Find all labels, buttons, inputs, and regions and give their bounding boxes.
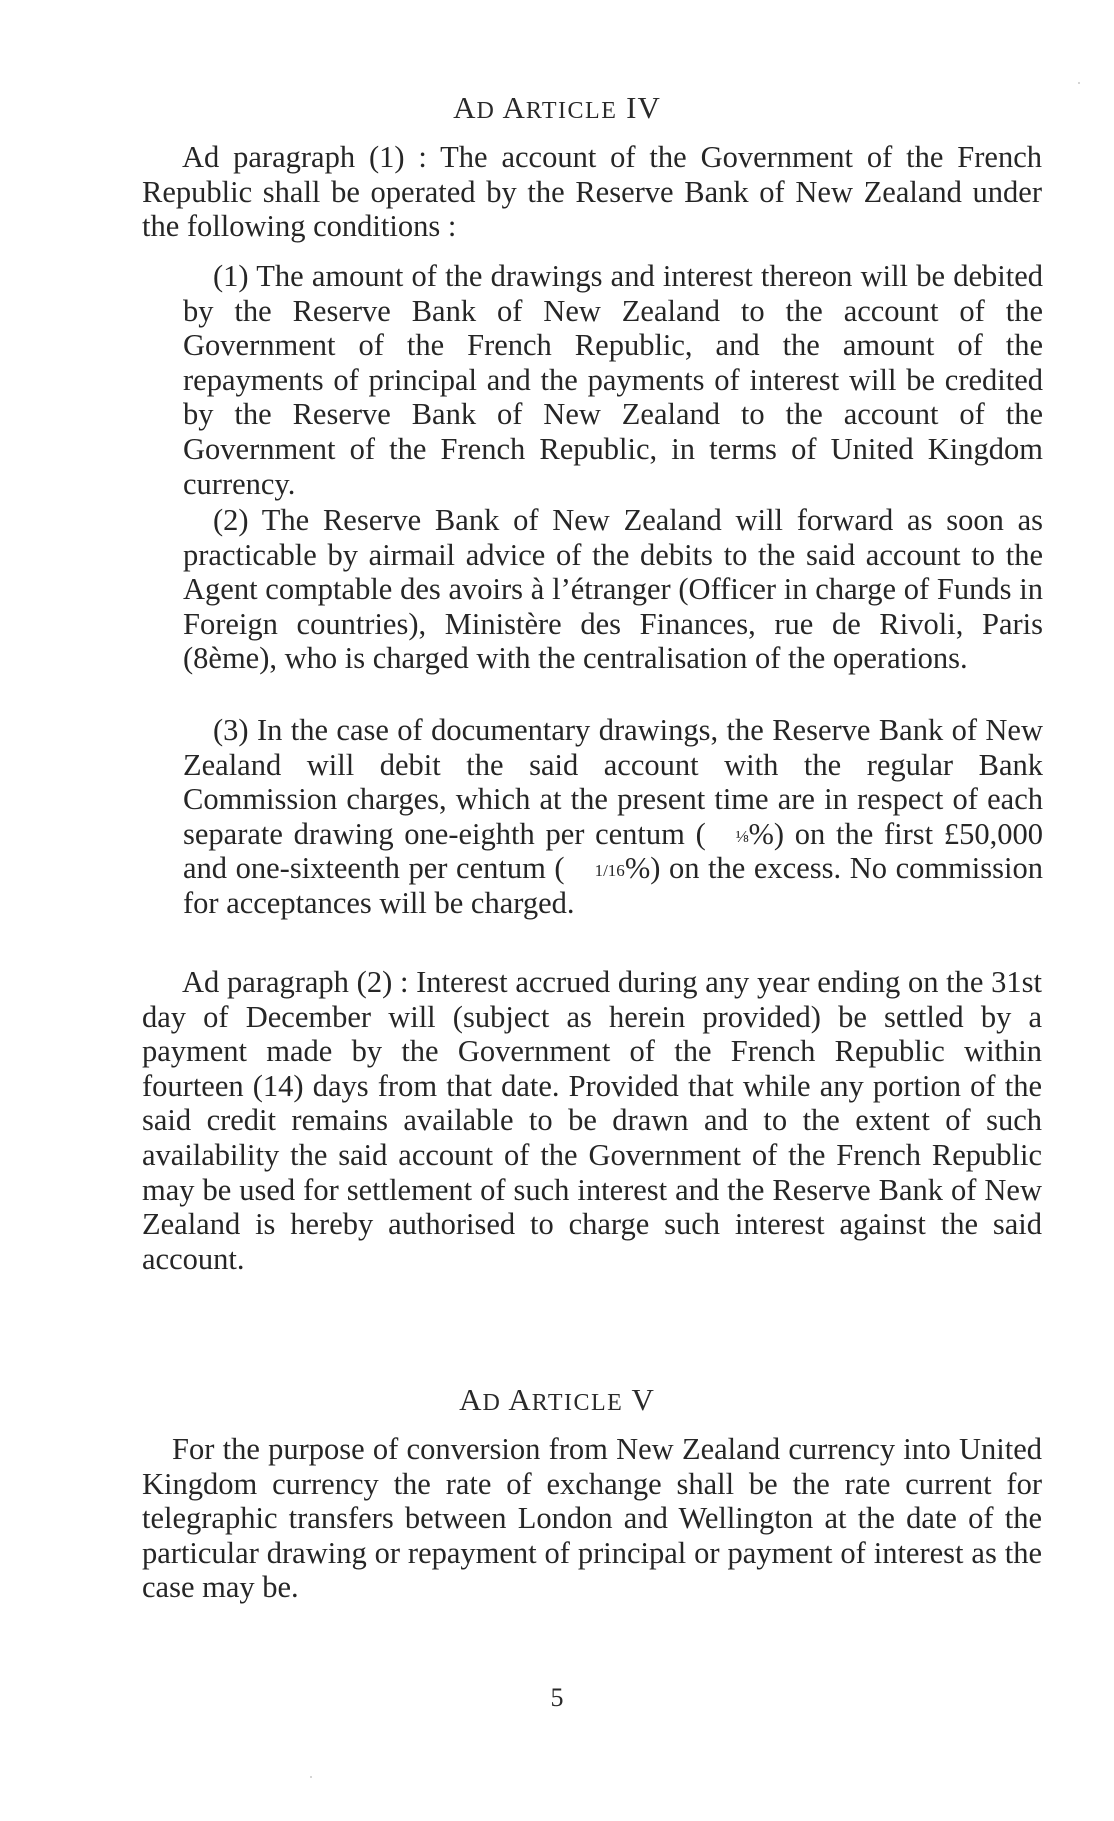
heading-iv-word-rest: RTICLE xyxy=(525,98,618,124)
condition-3 xyxy=(183,713,1043,921)
fraction-one-sixteenth: 1/16 xyxy=(594,861,625,881)
heading-v-prefix-initial: A xyxy=(459,1382,483,1417)
page-number: 5 xyxy=(550,1683,564,1712)
ad-paragraph-1: Ad paragraph (1) : The account of the Government of the French Republic shall be operated by the Reserve Bank of New Zealand under the following conditions : xyxy=(142,140,1042,244)
paper-speck xyxy=(1078,82,1080,84)
condition-1: (1) The amount of the drawings and interest thereon will be debited by the Reserve Bank of New Zealand to the account of the Government of the French Republic, and the amount of the repayments of principal and the payments of interest will be credited by the Reserve Bank of New Zealand to the account of the Government of the French Republic, in terms of United Kingdom currency. xyxy=(183,259,1043,501)
paper-speck xyxy=(310,1776,312,1778)
heading-v-word-initial: A xyxy=(508,1382,532,1417)
heading-iv-prefix-rest: D xyxy=(476,98,496,124)
heading-ad-article-iv xyxy=(0,88,1114,131)
heading-iv-prefix-initial: A xyxy=(453,90,477,125)
condition-3-text-a: (3) In the case of documentary drawings, the Reserve Bank of New Zealand will debit the said account with the regular Bank Commission charges, which at the present time are in respect of each separate drawing one-eighth per centum ( xyxy=(183,713,1043,851)
condition-3-text-b: %) on the first £50,000 and one-sixteenth per centum ( xyxy=(183,816,1043,886)
article-v-paragraph: For the purpose of conversion from New Zealand currency into United Kingdom currency the rate of exchange shall be the rate current for telegraphic transfers between London and Wellington at the date of the particular drawing or repayment of principal or payment of interest as the case may be. xyxy=(142,1432,1042,1605)
ad-paragraph-2: Ad paragraph (2) : Interest accrued during any year ending on the 31st day of December will (subject as herein provided) be settled by a payment made by the Government of the French Republic within fourteen (14) days from that date. Provided that while any portion of the said credit remains available to be drawn and to the extent of such availability the said account of the Government of the French Republic may be used for settlement of such interest and the Reserve Bank of New Zealand is hereby authorised to charge such interest against the said account. xyxy=(142,965,1042,1276)
heading-v-prefix-rest: D xyxy=(482,1390,502,1416)
heading-v-numeral: V xyxy=(631,1382,655,1417)
heading-iv-word-initial: A xyxy=(502,90,526,125)
fraction-one-eighth: ⅛ xyxy=(735,826,749,846)
heading-v-word-rest: RTICLE xyxy=(531,1390,624,1416)
condition-2: (2) The Reserve Bank of New Zealand will forward as soon as practicable by airmail advice of the debits to the said account to the Agent comptable des avoirs à l’étranger (Officer in charge of Funds in Foreign countries), Ministère des Finances, rue de Rivoli, Paris (8ème), who is charged with the centralisation of the operations. xyxy=(183,503,1043,676)
heading-ad-article-v xyxy=(0,1380,1114,1423)
heading-iv-numeral: IV xyxy=(626,90,661,125)
condition-3-text-c: %) on the excess. No commission for acceptances will be charged. xyxy=(183,851,1043,920)
